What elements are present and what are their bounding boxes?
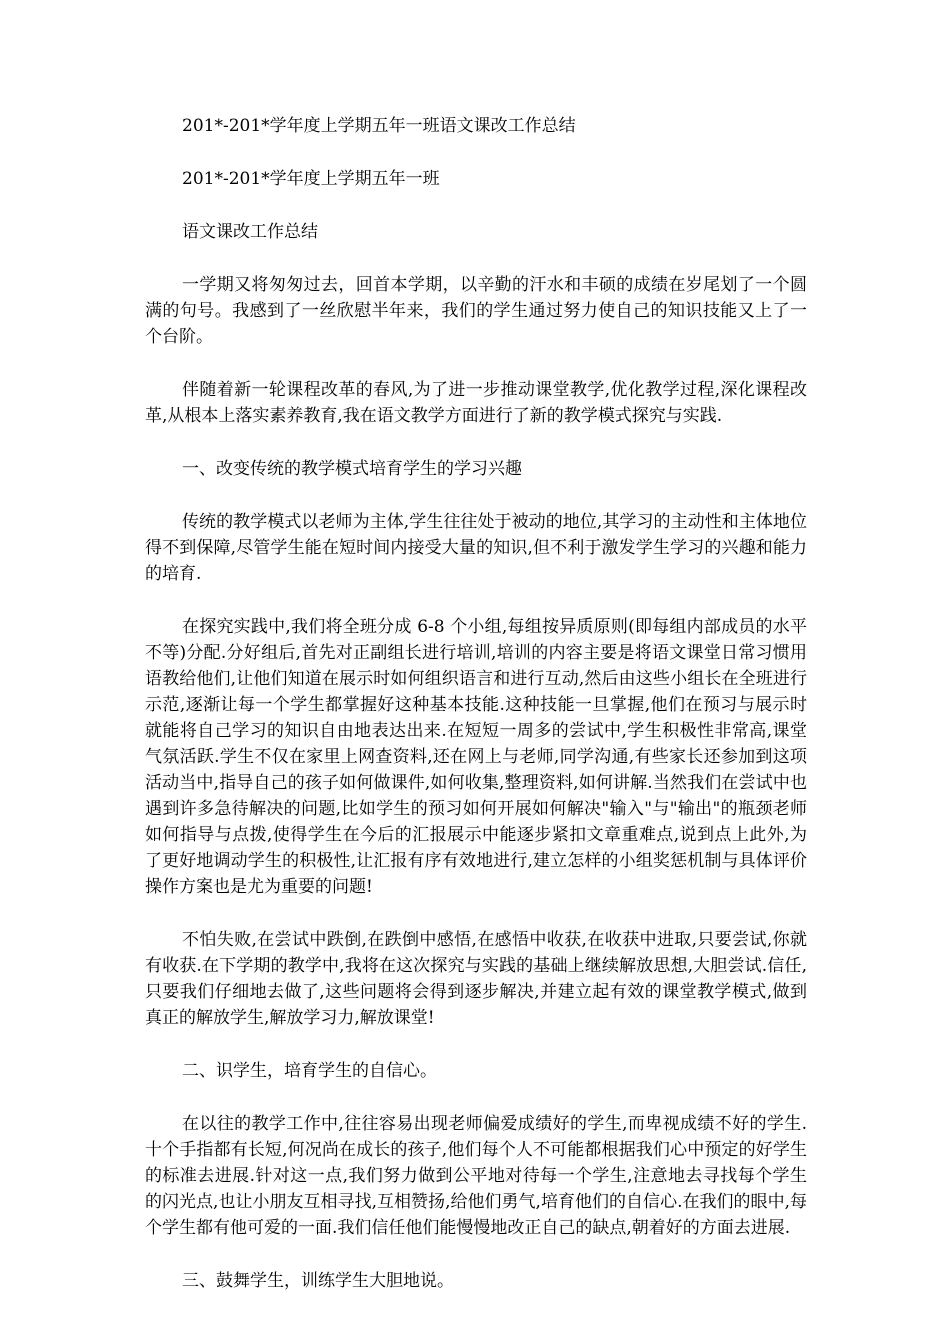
section-heading-one: 一、改变传统的教学模式培育学生的学习兴趣 [182,459,522,479]
section-heading-two: 二、识学生，培育学生的自信心。 [182,1061,437,1081]
document-subtitle-class: 201*-201*学年度上学期五年一班 [182,169,440,189]
paragraph-not-afraid-of-failure: 不怕失败,在尝试中跌倒,在跌倒中感悟,在感悟中收获,在收获中进取,只要尝试,你就有收获.在下学期的教学中,我将在这次探究与实践的基础上继续解放思想,大胆尝试.信任,只要我们仔细地去做了,这些问题将会得到逐步解决,并建立起有效的课堂教学模式,做到真正的解放学生,解放学习力,解放课堂! [145,930,807,1028]
document-body [145,113,807,1314]
paragraph-traditional-mode: 传统的教学模式以老师为主体,学生往往处于被动的地位,其学习的主动性和主体地位得不到保障,尽管学生能在短时间内接受大量的知识,但不利于激发学生学习的兴趣和能力的培育. [145,512,807,584]
paragraph-confidence: 在以往的教学工作中,往往容易出现老师偏爱成绩好的学生,而卑视成绩不好的学生.十个手指都有长短,何况尚在成长的孩子,他们每个人不可能都根据我们心中预定的好学生的标准去进展.针对这一点,我们努力做到公平地对待每一个学生,注意地去寻找每个学生的闪光点,也让小朋友互相寻找,互相赞扬,给他们勇气,培育他们的自信心.在我们的眼中,每个学生都有他可爱的一面.我们信任他们能慢慢地改正自己的缺点,朝着好的方面去进展. [145,1114,807,1238]
paragraph-reform: 伴随着新一轮课程改革的春风,为了进一步推动课堂教学,优化教学过程,深化课程改革,从根本上落实素养教育,我在语文教学方面进行了新的教学模式探究与实践. [145,380,807,426]
section-heading-three: 三、鼓舞学生，训练学生大胆地说。 [182,1271,454,1291]
paragraph-intro: 一学期又将匆匆过去，回首本学期，以辛勤的汗水和丰硕的成绩在岁尾划了一个圆满的句号。我感到了一丝欣慰半年来，我们的学生通过努力使自己的知识技能又上了一个台阶。 [145,275,807,347]
document-title: 201*-201*学年度上学期五年一班语文课改工作总结 [182,116,576,136]
paragraph-exploration-practice: 在探究实践中,我们将全班分成 6-8 个小组,每组按异质原则(即每组内部成员的水平不等)分配.分好组后,首先对正副组长进行培训,培训的内容主要是将语文课堂日常习惯用语教给他们,让他们知道在展示时如何组织语言和进行互动,然后由这些小组长在全班进行示范,逐渐让每一个学生都掌握好这种基本技能.这种技能一旦掌握,他们在预习与展示时就能将自己学习的知识自由地表达出来.在短短一周多的尝试中,学生积极性非常高,课堂气氛活跃.学生不仅在家里上网查资料,还在网上与老师,同学沟通,有些家长还参加到这项活动当中,指导自己的孩子如何做课件,如何收集,整理资料,如何讲解.当然我们在尝试中也遇到许多急待解决的问题,比如学生的预习如何开展如何解决"输入"与"输出"的瓶颈老师如何指导与点拨,使得学生在今后的汇报展示中能逐步紧扣文章重难点,说到点上此外,为了更好地调动学生的积极性,让汇报有序有效地进行,建立怎样的小组奖惩机制与具体评价操作方案也是尤为重要的问题! [145,617,807,897]
document-subtitle-summary: 语文课改工作总结 [182,222,318,242]
